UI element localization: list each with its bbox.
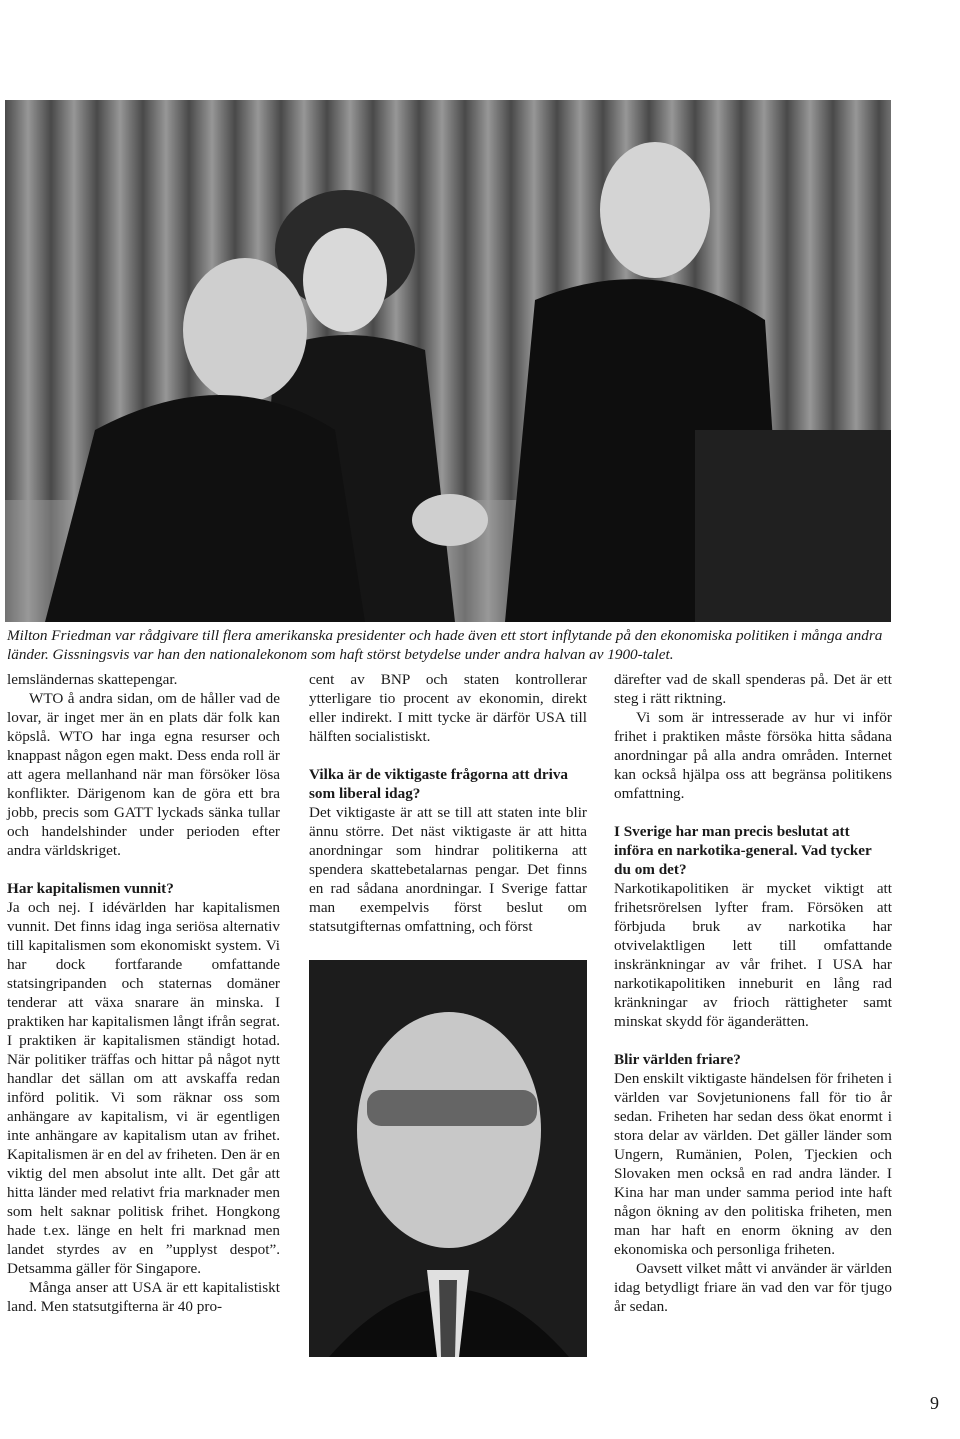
photo-caption: Milton Friedman var rådgivare till flera amerikanska presidenter och hade även ett stort inflytande på den ekonomiska politiken i många andra länder. Gissningsvis var han den nationalekonom som haft störst betydelse under andra halvan av 1900-talet.: [7, 627, 883, 663]
col2-paragraph-2: Det viktigaste är att se till att staten inte blir ännu större. Det näst viktigaste är att hitta anordningar som hindrar politikerna att spendera skattebetalarnas pengar. Det finns en rad sådana anordningar. I Sverige fattar man exempelvis först beslut om statsutgifternas omfattning, och först: [309, 804, 587, 935]
col1-paragraph-3: Ja och nej. I idévärlden har kapitalismen vunnit. Det finns idag inga seriösa alternativ till kapitalismen som ekonomiskt system. Vi har dock fortfarande omfattande statsingripanden och staternas domäner tenderar att växa snarare än minska. I praktiken har kapitalismen långt ifrån segrat. I praktiken är kapitalismen ständigt hotad. När politiker träffas och hittar på något nytt handlar det sällan om att avskaffa redan införd politik. Vi som räknar oss som anhängare av kapitalism, vi är egentligen inte anhängare av kapitalism utan av frihet. Kapitalismen är en del av friheten. Den är en viktig del men absolut inte allt. Det går att hitta länder med relativt fria marknader men som helt saknar politisk frihet. Hongkong hade t.ex. länge en helt fri marknad men landet styrdes av en ”upplyst despot”. Detsamma gäller för Singapore.: [7, 899, 280, 1277]
col3-paragraph-3: Narkotikapolitiken är mycket viktigt att frihetsrörelsen lyfter fram. Försöken att förbjuda bruk av narkotika har otvivelaktligen lett till omfattande inskränkningar av vår frihet. I USA har narkotikapolitiken inneburit en lång rad kränkningar av frioch rättigheter samt minskat skydd för äganderätten.: [614, 880, 892, 1030]
top-photo: [5, 100, 891, 622]
col3-paragraph-2: Vi som är intresserade av hur vi inför frihet i praktiken måste försöka hitta sådana anordningar på alla andra områden. Internet kan också hjälpa oss att begränsa politikens omfattning.: [614, 709, 892, 802]
column-2: [309, 670, 587, 936]
col1-paragraph-4: Många anser att USA är ett kapitalistiskt land. Men statsutgifterna är 40 pro-: [7, 1279, 280, 1315]
col1-paragraph-2: WTO å andra sidan, om de håller vad de lovar, är inget mer än en plats där folk kan köpslå. WTO har inga egna resurser och knappast någon egen makt. Dess enda roll är att agera mellanhand när man försöker lösa konflikter. Därigenom kan de göra ett bra jobb, precis som GATT lyckads sänka tullar och handelshinder under perioden efter andra världskriget.: [7, 690, 280, 859]
col3-paragraph-1: därefter vad de skall spenderas på. Det är ett steg i rätt riktning.: [614, 671, 892, 707]
col3-paragraph-5: Oavsett vilket mått vi använder är världen idag betydligt friare än vad den var för tjugo år sedan.: [614, 1260, 892, 1315]
col2-heading-1: Vilka är de viktigaste frågorna att driva som liberal idag?: [309, 766, 569, 802]
col1-paragraph-1: lemsländernas skattepengar.: [7, 671, 178, 688]
handshake-photo-graphic: [5, 100, 891, 622]
col2-paragraph-1: cent av BNP och staten kontrollerar ytterligare tio procent av ekonomin, direkt eller indirekt. I mitt tycke är därför USA till hälften socialistiskt.: [309, 671, 587, 745]
col3-heading-1: I Sverige har man precis beslutat att införa en narkotika-general. Vad tycker du om det?: [614, 823, 872, 878]
col3-heading-2: Blir världen friare?: [614, 1051, 741, 1068]
col3-paragraph-4: Den enskilt viktigaste händelsen för friheten i världen var Sovjetunionens fall för tio år sedan. Friheten har sedan dess ökat enormt i stora delar av världen. Det gäller länder som Ungern, Rumänien, Polen, Tjeckien och Slovaken men också en rad andra länder. I Kina har man under samma period inte haft någon ökning av den politiska friheten, men man har haft en enorm ökning av den ekonomiska och personliga friheten.: [614, 1070, 892, 1258]
col1-heading-1: Har kapitalismen vunnit?: [7, 880, 174, 897]
page-number: 9: [930, 1393, 939, 1413]
column-3: [614, 670, 892, 1316]
portrait-photo-graphic: [309, 960, 587, 1357]
column-1: [7, 670, 280, 1316]
portrait-photo: [309, 960, 587, 1357]
